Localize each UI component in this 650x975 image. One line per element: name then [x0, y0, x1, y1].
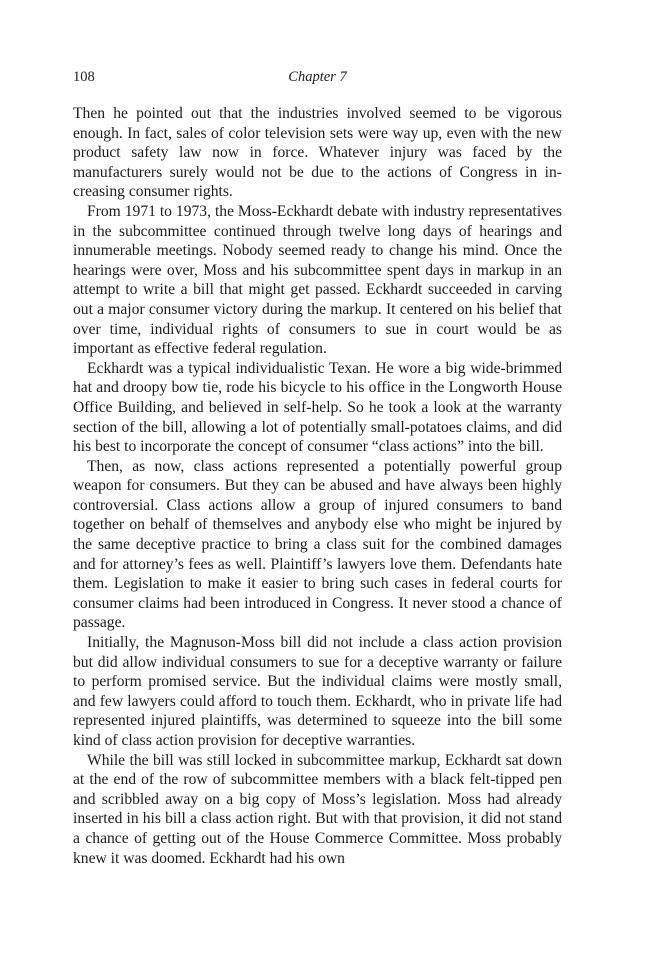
- paragraph: Then, as now, class actions represented a potentially powerful group weapon for consumers. But they can be abused and have always been highly controversial. Class actions allow a group of injured consumers to band together on behalf of themselves and anybody else who might be injured by the same deceptive practice to bring a class suit for the combined damages and for attorney’s fees as well. Plaintiff’s lawyers love them. Defendants hate them. Legislation to make it easier to bring such cases in federal courts for consumer claims had been introduced in Congress. It never stood a chance of passage.: [73, 457, 562, 632]
- page-number: 108: [73, 69, 95, 85]
- paragraph: While the bill was still locked in subcommittee markup, Eckhardt sat down at the end of the row of subcommittee members with a black felt-tipped pen and scribbled away on a big copy of Moss’s legislation. Moss had already inserted in his bill a class action right. But with that provision, it did not stand a chance of getting out of the House Commerce Committee. Moss probably knew it was doomed. Eckhardt had his own: [73, 751, 562, 867]
- running-head: [73, 66, 562, 88]
- paragraph: Then he pointed out that the industries involved seemed to be vigorous enough. In fact, sales of color television sets were way up, even with the new product safety law now in force. Whatever injury was faced by the manufacturers surely would not be due to the actions of Congress in increasing consumer rights.: [73, 105, 562, 201]
- chapter-title: Chapter 7: [288, 69, 347, 85]
- book-page: [73, 66, 562, 868]
- paragraph: Eckhardt was a typical individualistic Texan. He wore a big wide-brimmed hat and droopy bow tie, rode his bicycle to his office in the Longworth House Office Building, and believed in self-help. So he took a look at the warranty section of the bill, allowing a lot of potentially small-potatoes claims, and did his best to incorporate the concept of consumer “class actions” into the bill.: [73, 359, 562, 456]
- paragraph: Initially, the Magnuson-Moss bill did not include a class action provision but did allow individual consumers to sue for a deceptive warranty or failure to perform promised service. But the individual claims were mostly small, and few lawyers could afford to touch them. Eckhardt, who in private life had represented injured plaintiffs, was determined to squeeze into the bill some kind of class action provision for deceptive warranties.: [73, 634, 562, 749]
- body-text: [73, 104, 562, 868]
- paragraph: From 1971 to 1973, the Moss-Eckhardt debate with industry representatives in the subcommittee continued through twelve long days of hearings and innumerable meetings. Nobody seemed ready to change his mind. Once the hearings were over, Moss and his subcommittee spent days in markup in an attempt to write a bill that might get passed. Eckhardt succeeded in carving out a major consumer victory during the markup. It centered on his belief that over time, individual rights of consumers to sue in court would be as important as effective federal regulation.: [73, 202, 562, 358]
